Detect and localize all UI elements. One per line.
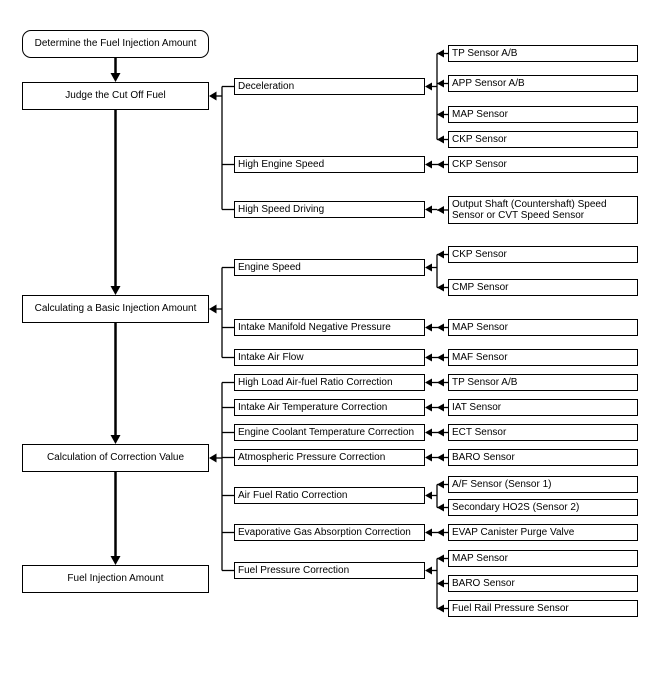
condition-box-engine-speed: Engine Speed	[234, 259, 425, 276]
sensor-box-app-sensor-ab: APP Sensor A/B	[448, 75, 638, 92]
sensor-box-baro-sensor-2: BARO Sensor	[448, 575, 638, 592]
condition-box-evaporative-gas-absorption: Evaporative Gas Absorption Correction	[234, 524, 425, 541]
sensor-box-iat-sensor: IAT Sensor	[448, 399, 638, 416]
sensor-box-baro-sensor-1: BARO Sensor	[448, 449, 638, 466]
sensor-box-tp-sensor-ab-2: TP Sensor A/B	[448, 374, 638, 391]
stage-box-determine-fuel-injection: Determine the Fuel Injection Amount	[22, 30, 209, 58]
sensor-box-af-sensor-1: A/F Sensor (Sensor 1)	[448, 476, 638, 493]
condition-box-deceleration: Deceleration	[234, 78, 425, 95]
condition-box-intake-manifold-negative-pressure: Intake Manifold Negative Pressure	[234, 319, 425, 336]
stage-box-basic-injection-amount: Calculating a Basic Injection Amount	[22, 295, 209, 323]
sensor-box-map-sensor-3: MAP Sensor	[448, 550, 638, 567]
stage-box-fuel-injection-amount: Fuel Injection Amount	[22, 565, 209, 593]
sensor-box-output-shaft-speed-sensor: Output Shaft (Countershaft) Speed Sensor or CVT Speed Sensor	[448, 196, 638, 224]
condition-box-engine-coolant-temp-correction: Engine Coolant Temperature Correction	[234, 424, 425, 441]
condition-box-high-load-air-fuel-ratio-correction: High Load Air-fuel Ratio Correction	[234, 374, 425, 391]
sensor-box-map-sensor-2: MAP Sensor	[448, 319, 638, 336]
sensor-box-ckp-sensor-2: CKP Sensor	[448, 156, 638, 173]
sensor-box-fuel-rail-pressure-sensor: Fuel Rail Pressure Sensor	[448, 600, 638, 617]
condition-box-air-fuel-ratio-correction: Air Fuel Ratio Correction	[234, 487, 425, 504]
condition-box-fuel-pressure-correction: Fuel Pressure Correction	[234, 562, 425, 579]
stage-box-correction-value: Calculation of Correction Value	[22, 444, 209, 472]
condition-box-intake-air-flow: Intake Air Flow	[234, 349, 425, 366]
sensor-box-ckp-sensor-1: CKP Sensor	[448, 131, 638, 148]
sensor-box-cmp-sensor: CMP Sensor	[448, 279, 638, 296]
sensor-box-maf-sensor: MAF Sensor	[448, 349, 638, 366]
condition-box-intake-air-temperature-correction: Intake Air Temperature Correction	[234, 399, 425, 416]
condition-box-high-speed-driving: High Speed Driving	[234, 201, 425, 218]
sensor-box-map-sensor-1: MAP Sensor	[448, 106, 638, 123]
sensor-box-secondary-ho2s: Secondary HO2S (Sensor 2)	[448, 499, 638, 516]
condition-box-high-engine-speed: High Engine Speed	[234, 156, 425, 173]
sensor-box-ckp-sensor-3: CKP Sensor	[448, 246, 638, 263]
sensor-box-evap-canister-purge-valve: EVAP Canister Purge Valve	[448, 524, 638, 541]
stage-box-judge-cut-off-fuel: Judge the Cut Off Fuel	[22, 82, 209, 110]
condition-box-atmospheric-pressure-correction: Atmospheric Pressure Correction	[234, 449, 425, 466]
sensor-box-ect-sensor: ECT Sensor	[448, 424, 638, 441]
sensor-box-tp-sensor-ab-1: TP Sensor A/B	[448, 45, 638, 62]
